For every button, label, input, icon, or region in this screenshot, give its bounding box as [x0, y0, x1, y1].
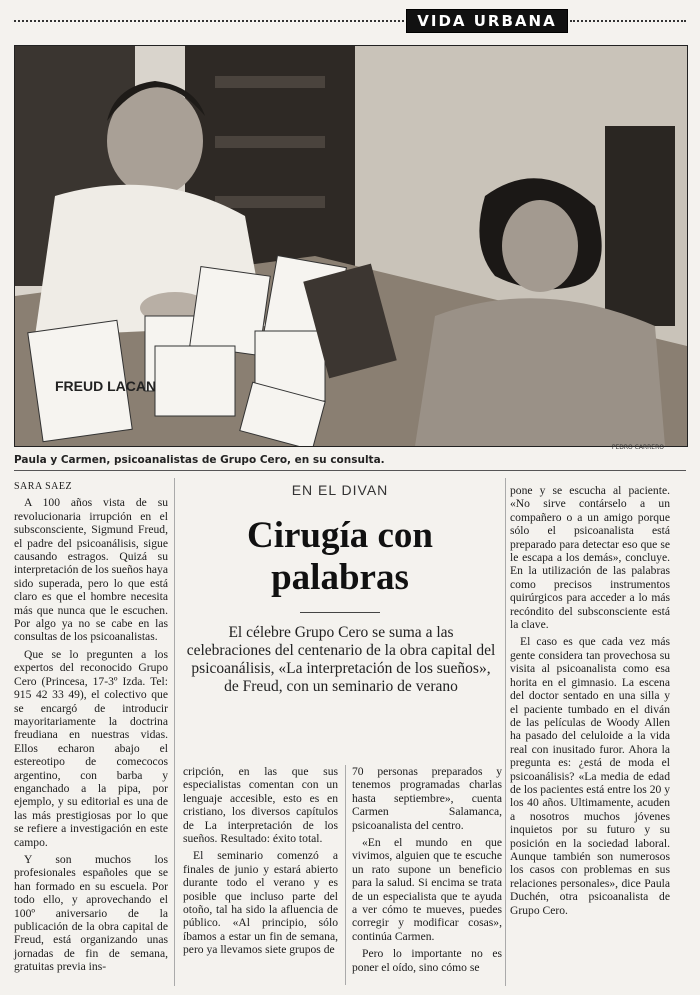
- column-left: [14, 480, 168, 978]
- photo-caption: Paula y Carmen, psicoanalistas de Grupo Cero, en su consulta.: [14, 454, 385, 466]
- caption-rule: [14, 470, 686, 471]
- column-mid-2: [352, 765, 502, 978]
- section-tag: VIDA URBANA: [406, 9, 568, 33]
- kicker: EN EL DIVAN: [291, 482, 389, 498]
- paragraph: Pero lo importante no es poner el oído, sino cómo se: [352, 947, 502, 974]
- paragraph: El seminario comenzó a finales de junio y estará abierto durante todo el verano y es posible que incluso parte del otoño, tal ha sido la afluencia de público. «Al principio, sólo íbamos a estar un fin de semana, pero ya llevamos siete grupos de: [183, 849, 338, 957]
- paragraph: A 100 años vista de su revolucionaria irrupción en el subsconsciente, Sigmund Freud, el padre del psicoanálisis, sigue causando estragos. Quizá su interpretación de los sueños haya sido superada, pero lo que está claro es que el hombre necesita más que nunca que le escuchen. Por algo ya no se cabe en las consultas de los psicoanalistas.: [14, 496, 168, 644]
- header-rule-left: [14, 20, 404, 22]
- headline-rule: [300, 612, 380, 613]
- column-divider: [174, 478, 175, 986]
- column-divider: [505, 478, 506, 986]
- photo-illustration: [15, 46, 687, 446]
- paragraph: El caso es que cada vez más gente considera tan provechosa su visita al psicoanalista como esa horita en el gimnasio. La escena del doctor sentado en una silla y el paciente tumbado en el diván de las películas de Woody Allen ha pasado del celuloide a la vida real con inusitado furor. Ahora la pregunta es: ¿está de moda el psicoanálisis? «La media de edad de los pacientes está entre los 20 y los 40 años. Ultimamente, acuden a nosotros muchos jóvenes inquietos por su futuro y su posición en la sociedad laboral. Aunque también son numerosos los casos con problemas en sus relaciones personales», dice Paula Duchén, otra psicoanalista de Grupo Cero.: [510, 635, 671, 917]
- paragraph: pone y se escucha al paciente. «No sirve contárselo a un compañero o a un amigo porque sólo el psicoanalista está preparado para detectar eso que se le escapa a los demás», concluye. En la utilización de las palabras como precisos instrumentos quirúrgicos para acceder a lo más recóndito del subsconsciente está la clave.: [510, 484, 670, 632]
- paragraph: «En el mundo en que vivimos, alguien que te escuche un rato supone un beneficio para la salud. Si encima se trata de un especialista que te ayuda a ver cómo te mueves, puedes corregir y modificar cosas», continúa Carmen.: [352, 836, 502, 943]
- byline: SARA SAEZ: [14, 481, 73, 492]
- header-rule-right: [570, 20, 686, 22]
- book-title-freud: FREUD LACAN: [55, 378, 157, 394]
- paragraph: 70 personas preparados y tenemos programadas charlas hasta septiembre», cuenta Carmen Salamanca, psicoanalista del centro.: [352, 765, 502, 832]
- column-divider: [345, 765, 346, 985]
- paragraph: Que se lo pregunten a los expertos del reconocido Grupo Cero (Princesa, 17-3º Izda. Tel: 915 42 33 49), el colectivo que se encargó de introducir mayoritariamente la doctrina freudiana en nuestras vidas. Ellos echaron abajo el estereotipo de comecocos argentino, con barba y enganchado a la pipa, por ejemplo, y su editorial es una de las más prestigiosas por lo que se refiere a investigación en este campo.: [14, 647, 168, 849]
- article-photo: [14, 45, 688, 447]
- deck: El célebre Grupo Cero se suma a las celebraciones del centenario de la obra capital del psicoanálisis, «La interpretación de los sueños», de Freud, con un seminario de verano: [186, 624, 496, 695]
- paragraph: Y son muchos los profesionales españoles que se han formado en su escuela. Por todo ello, y aprovechando el 100º aniversario de la publicación de la obra capital de Freud, está organizando unas jornadas de fin de semana, gratuitas previa ins-: [14, 852, 168, 974]
- paragraph: cripción, en las que sus especialistas comentan con un lenguaje accesible, esto es en cristiano, los diversos capítulos de La interpretación de los sueños. Resultado: éxito total.: [183, 765, 338, 846]
- photo-credit: PEDRO CARRERO: [611, 444, 664, 451]
- column-mid-1: [183, 765, 338, 961]
- column-right: [510, 484, 670, 921]
- headline: Cirugía con palabras: [246, 515, 434, 598]
